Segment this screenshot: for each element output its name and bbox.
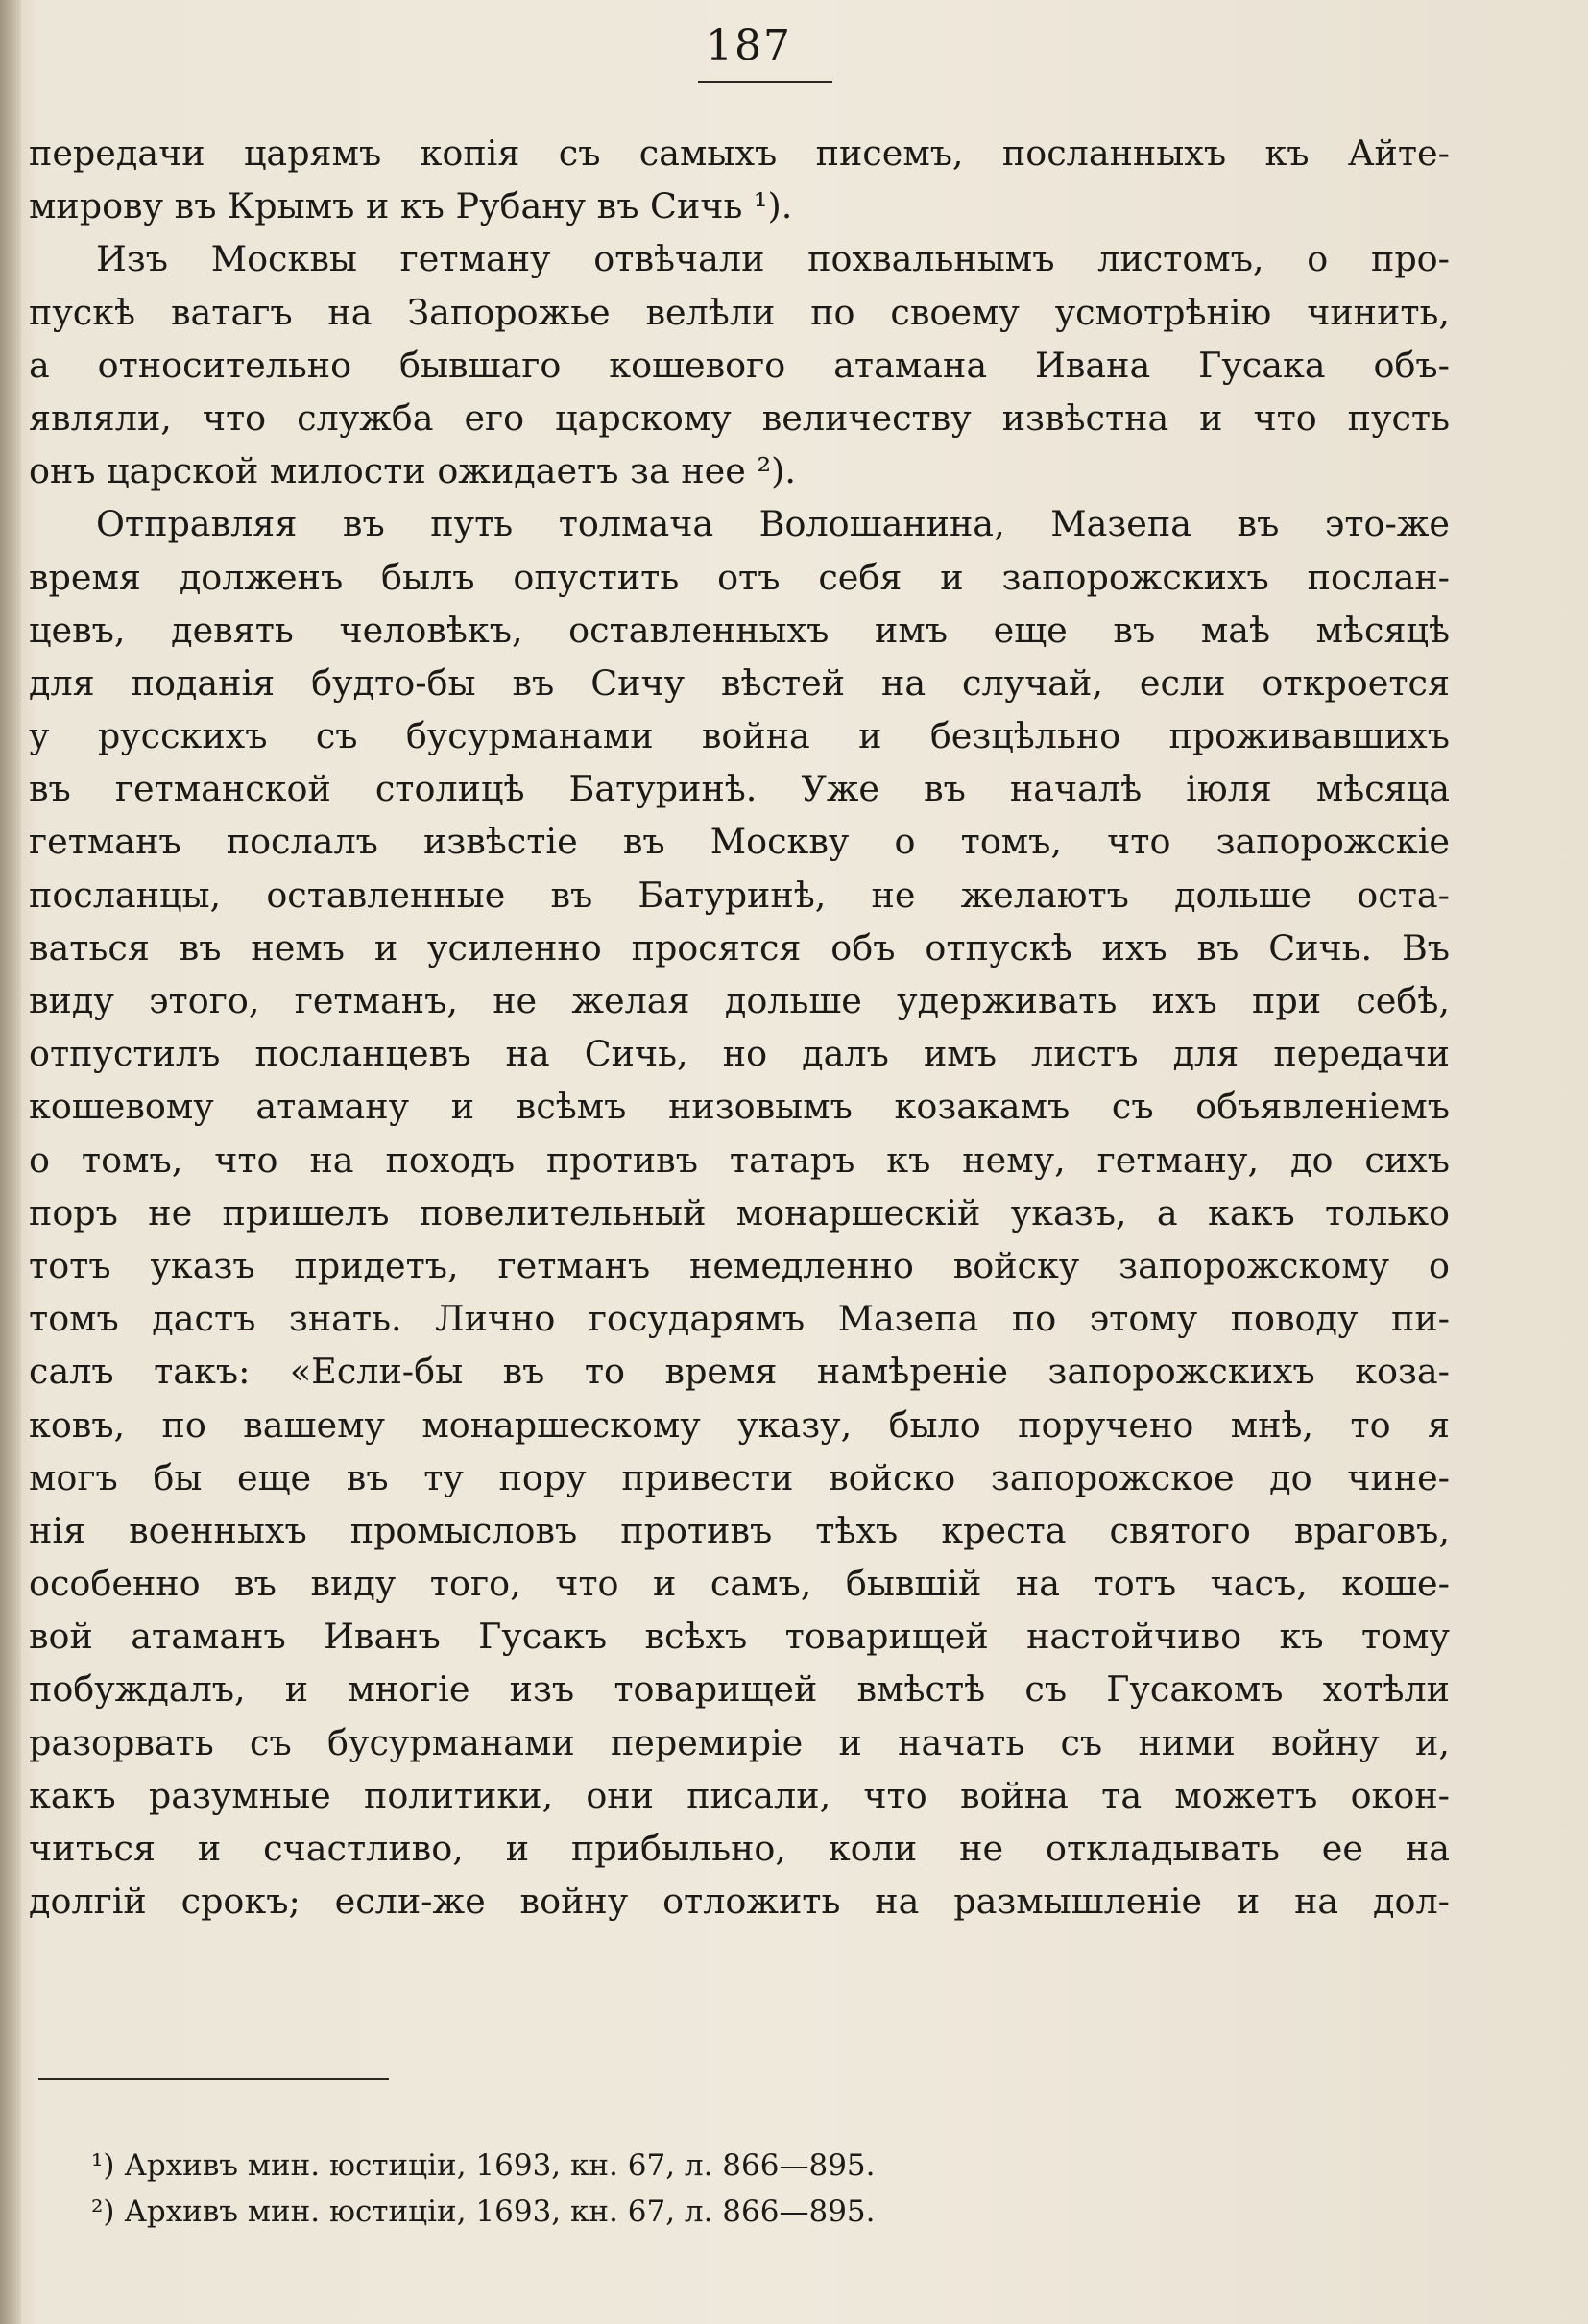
text-line: кошевому атаману и всѣмъ низовымъ козакамъ съ объявленіемъ: [29, 1086, 1450, 1128]
text-line: могъ бы еще въ ту пору привести войско запорожское до чине-: [29, 1456, 1450, 1498]
header-rule: [698, 81, 832, 83]
text-line: онъ царской милости ожидаетъ за нее ²).: [29, 450, 796, 492]
text-line: тотъ указъ придетъ, гетманъ немедленно войску запорожскому о: [29, 1244, 1450, 1286]
text-line: пускѣ ватагъ на Запорожье велѣли по своему усмотрѣнію чинить,: [29, 291, 1450, 333]
text-line: виду этого, гетманъ, не желая дольше удерживать ихъ при себѣ,: [29, 980, 1450, 1021]
text-line: томъ дастъ знать. Лично государямъ Мазепа по этому поводу пи-: [29, 1298, 1450, 1340]
text-line: ковъ, по вашему монаршескому указу, было поручено мнѣ, то я: [29, 1403, 1450, 1446]
body-text: [29, 127, 1450, 1928]
text-line: для поданія будто-бы въ Сичу вѣстей на случай, если откроется: [29, 661, 1450, 704]
text-line: время долженъ былъ опустить отъ себя и запорожскихъ послан-: [29, 556, 1450, 598]
text-line: разорвать съ бусурманами перемиріе и начать съ ними войну и,: [29, 1721, 1450, 1763]
text-line: въ гетманской столицѣ Батуринѣ. Уже въ началѣ іюля мѣсяца: [29, 768, 1450, 810]
page-number: 187: [706, 21, 792, 70]
text-line: побуждалъ, и многіе изъ товарищей вмѣстѣ съ Гусакомъ хотѣли: [29, 1668, 1450, 1711]
text-line: особенно въ виду того, что и самъ, бывшій на тотъ часъ, коше-: [29, 1563, 1450, 1605]
text-line: у русскихъ съ бусурманами война и безцѣльно проживавшихъ: [29, 715, 1450, 757]
footnote: ²) Архивъ мин. юстиціи, 1693, кн. 67, л. 866—895.: [91, 2194, 876, 2229]
text-line: посланцы, оставленные въ Батуринѣ, не желаютъ дольше оста-: [29, 874, 1450, 916]
binding-shadow: [0, 0, 21, 2324]
footnote: ¹) Архивъ мин. юстиціи, 1693, кн. 67, л. 866—895.: [91, 2148, 876, 2183]
text-line: вой атаманъ Иванъ Гусакъ всѣхъ товарищей настойчиво къ тому: [29, 1616, 1450, 1658]
text-line: нія военныхъ промысловъ противъ тѣхъ креста святого враговъ,: [29, 1509, 1450, 1551]
text-line: Изъ Москвы гетману отвѣчали похвальнымъ листомъ, о про-: [96, 238, 1450, 280]
text-line: Отправляя въ путь толмача Волошанина, Мазепа въ это-же: [96, 503, 1450, 545]
text-line: поръ не пришелъ повелительный монаршескій указъ, а какъ только: [29, 1191, 1450, 1234]
text-line: о томъ, что на походъ противъ татаръ къ нему, гетману, до сихъ: [29, 1138, 1450, 1181]
text-line: какъ разумные политики, они писали, что война та можетъ окон-: [29, 1774, 1450, 1816]
footnotes: [91, 2143, 1339, 2235]
text-line: являли, что служба его царскому величеству извѣстна и что пусть: [29, 396, 1450, 439]
footnote-rule: [38, 2078, 389, 2080]
text-line: мирову въ Крымъ и къ Рубану въ Сичь ¹).: [29, 185, 793, 228]
text-line: отпустилъ посланцевъ на Сичь, но далъ имъ листъ для передачи: [29, 1033, 1450, 1075]
text-line: салъ такъ: «Если-бы въ то время намѣреніе запорожскихъ коза-: [29, 1351, 1450, 1393]
text-line: передачи царямъ копія съ самыхъ писемъ, посланныхъ къ Айте-: [29, 132, 1450, 174]
text-line: гетманъ послалъ извѣстіе въ Москву о томъ, что запорожскіе: [29, 821, 1450, 863]
text-line: читься и счастливо, и прибыльно, коли не откладывать ее на: [29, 1828, 1450, 1869]
text-line: цевъ, девять человѣкъ, оставленныхъ имъ еще въ маѣ мѣсяцѣ: [29, 609, 1450, 651]
text-line: долгій срокъ; если-же войну отложить на размышленіе и на дол-: [29, 1881, 1450, 1923]
text-line: а относительно бывшаго кошевого атамана Ивана Гусака объ-: [29, 344, 1450, 386]
text-line: ваться въ немъ и усиленно просятся объ отпускѣ ихъ въ Сичь. Въ: [29, 926, 1450, 969]
